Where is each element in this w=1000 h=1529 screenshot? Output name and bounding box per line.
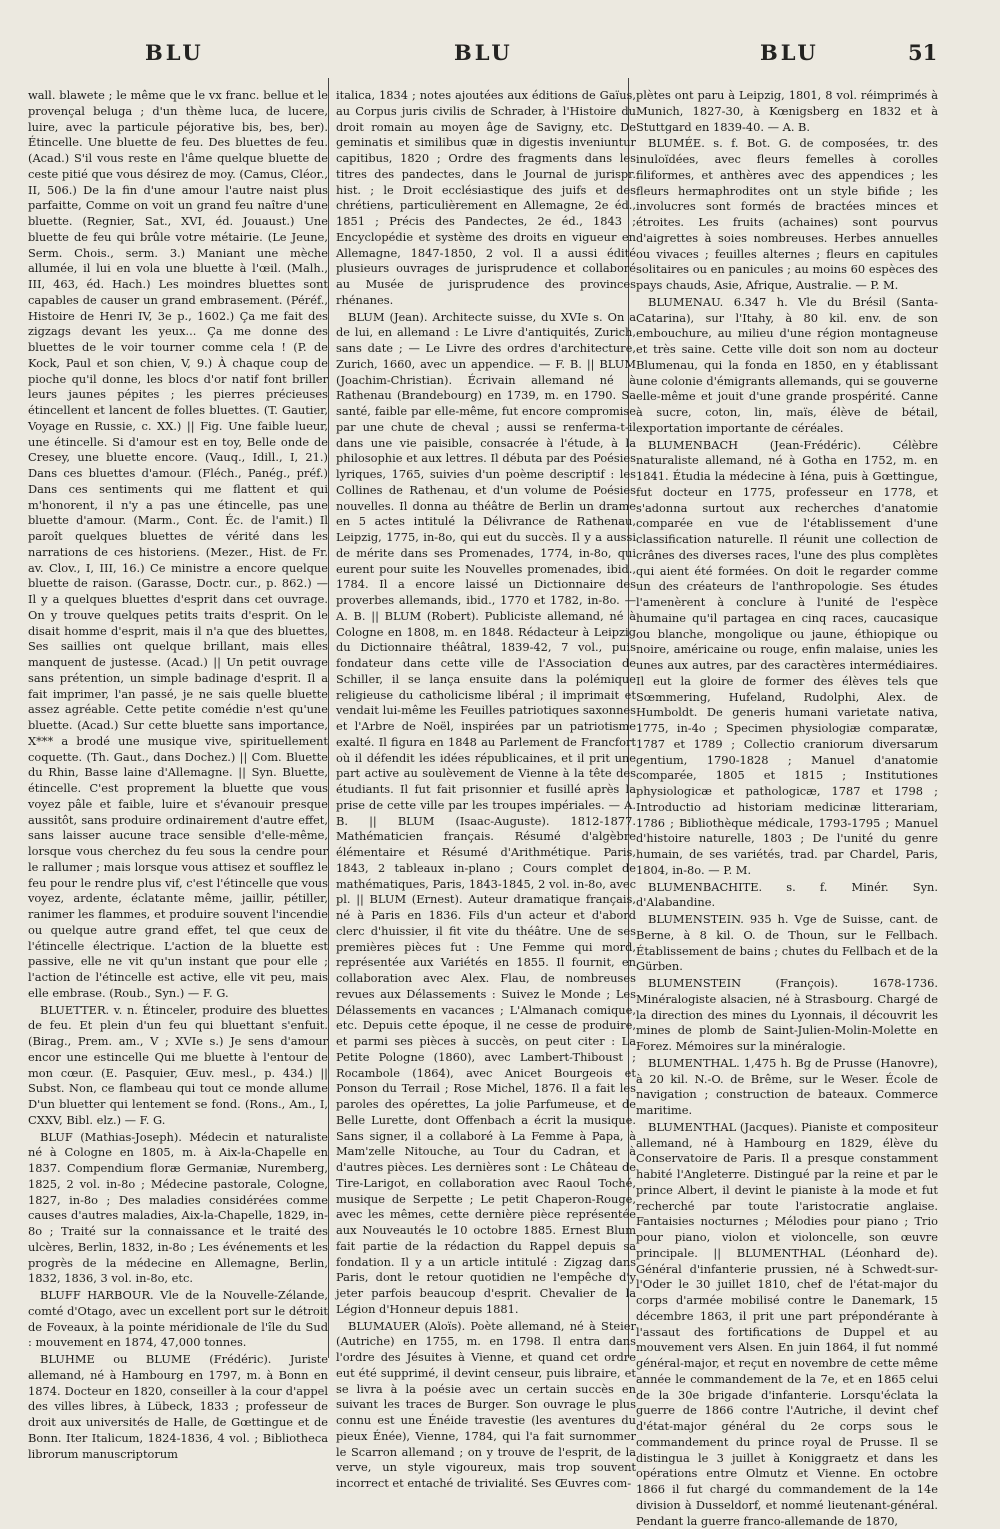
dictionary-entry: BLUMAUER (Aloïs). Poète allemand, né à Steier (Autriche) en 1755, m. en 1798. Il entra dans l'ordre des Jésuites à Vienne, et quand cet ordre eut été supprimé, il devint censeur, puis libraire, et se livra à la poésie avec un certain succès en suivant les traces de Burger. Son ouvrage le plus connu est une Énéide travestie (les aventures du pieux Énée), Vienne, 1784, qui l'a fait surnommer le Scarron allemand ; on y trouve de l'esprit, de la verve, un style vigoureux, mais trop souvent incorrect et entaché de trivialité. Ses Œuvres com- [336,1318,636,1490]
running-head-right: BLU [760,40,819,65]
running-head-left: BLU [145,40,204,65]
dictionary-entry: wall. blawete ; le même que le vx franc. bellue et le provençal beluga ; d'un thème luca, de lucere, luire, avec la particule péjorative bis, bes, ber). Étincelle. Une bluette de feu. Des bluettes de feu. (Acad.) S'il vous reste en l'âme quelque bluette de ceste pitié que vous désirez de moy. (Camus, Cléor., II, 506.) De la fin d'une amour l'autre naist plus parfaitte, Comme on voit un grand feu naître d'une bluette. (Regnier, Sat., XVI, éd. Jouaust.) Une bluette de feu qui brûle votre métairie. (Le Jeune, Serm. Chois., serm. 3.) Maniant une mèche allumée, il lui en vola une bluette à l'œil. (Malh., III, 463, éd. Hach.) Les moindres bluettes sont capables de causer un grand embrasement. (Péréf., Histoire de Henri IV, 3e p., 1602.) Ça me fait des zigzags devant les yeux... Ça me donne des bluettes de le voir tourner comme cela ! (P. de Kock, Paul et son chien, V, 9.) À chaque coup de pioche qu'il donne, les blocs d'or natif font briller leurs jaunes pépites ; les pierres précieuses étincellent et lancent de folles bluettes. (T. Gautier, Voyage en Russie, c. XX.) || Fig. Une faible lueur, une étincelle. Si d'amour est en toy, Belle onde de Cresey, une bluette encore. (Vauq., Idill., I, 21.) Dans ces bluettes d'amour. (Fléch., Panég., préf.) Dans ces sentiments qui me flattent et qui m'honorent, il n'y a pas une étincelle, pas une bluette d'amour. (Marm., Cont. Éc. de l'amit.) Il paroît quelques bluettes de vérité dans les narrations de ces historiens. (Mezer., Hist. de Fr. av. Clov., I, III, 16.) Ce ministre a encore quelque bluette de raison. (Garasse, Doctr. cur., p. 862.) — Il y a quelques bluettes d'esprit dans cet ouvrage. On y trouve quelques petits traits d'esprit. On le disait homme d'esprit, mais il n'a que des bluettes, Ses saillies ont quelque brillant, mais elles manquent de justesse. (Acad.) || Un petit ouvrage sans prétention, un simple badinage d'esprit. Il a fait imprimer, l'an passé, je ne sais quelle bluette assez agréable. Cette petite comédie n'est qu'une bluette. (Acad.) Sur cette bluette sans importance, X*** a brodé une musique vive, spirituellement coquette. (Th. Gaut., dans Dochez.) || Com. Bluette du Rhin, Basse laine d'Allemagne. || Syn. Bluette, étincelle. C'est proprement la bluette que vous voyez pâle et faible, luire et s'évanouir presque aussitôt, sans produire ordinairement d'autre effet, sans laisser aucune trace sensible d'elle-même, lorsque vous cherchez du feu sous la cendre pour le rallumer ; mais lorsque vous attisez et soufflez le feu pour le rendre plus vif, c'est l'étincelle que vous voyez, ardente, éclatante même, jaillir, pétiller, ranimer les flammes, et produire souvent l'incendie ou quelque autre grand effet, tel que ceux de l'étincelle électrique. L'action de la bluette est passive, elle ne vit qu'un instant que pour elle ; l'action de l'étincelle est active, elle vit peu, mais elle embrase. (Roub., Syn.) — F. G. [28,88,328,1000]
dictionary-entry: BLUMENTHAL. 1,475 h. Bg de Prusse (Hanovre), à 20 kil. N.-O. de Brême, sur le Weser. École de navigation ; construction de bateaux. Commerce maritime. [636,1055,938,1117]
text-column-left [28,88,328,1461]
column-divider [328,78,329,1358]
dictionary-entry: BLUMENSTEIN (François). 1678-1736. Minéralogiste alsacien, né à Strasbourg. Chargé de la direction des mines du Lyonnais, il découvrit les mines de plomb de Saint-Julien-Molin-Molette en Forez. Mémoires sur la minéralogie. [636,976,938,1053]
text-column-right [636,88,938,1528]
dictionary-entry: BLUMENBACHITE. s. f. Minér. Syn. d'Alabandine. [636,879,938,910]
page-number: 51 [908,40,938,65]
dictionary-entry: BLUMENAU. 6.347 h. Vle du Brésil (Santa-Catarina), sur l'Itahy, à 80 kil. env. de son embouchure, au milieu d'une région montagneuse et très saine. Cette ville doit son nom au docteur Blumenau, qui la fonda en 1850, en y établissant une colonie d'émigrants allemands, qui se gouverne elle-même et jouit d'une grande prospérité. Canne à sucre, coton, lin, maïs, élève de bétail, exportation importante de céréales. [636,294,938,435]
dictionary-entry: BLUHME ou BLUME (Frédéric). Juriste allemand, né à Hambourg en 1797, m. à Bonn en 1874. Docteur en 1820, conseiller à la cour d'appel des villes libres, à Lübeck, 1833 ; professeur de droit aux universités de Halle, de Gœttingue et de Bonn. Iter Italicum, 1824-1836, 4 vol. ; Bibliotheca librorum manuscriptorum [28,1352,328,1461]
dictionary-entry: italica, 1834 ; notes ajoutées aux éditions de Gaïus, au Corpus juris civilis de Schrader, à l'Histoire du droit romain au moyen âge de Savigny, etc. De geminatis et similibus quæ in digestis inveniuntur capitibus, 1820 ; Ordre des fragments dans les titres des pandectes, dans le Journal de jurispr. hist. ; le Droit ecclésiastique des juifs et des chrétiens, particulièrement en Allemagne, 2e éd., 1851 ; Précis des Pandectes, 2e éd., 1843 ; Encyclopédie et système des droits en vigueur en Allemagne, 1847-1850, 2 vol. Il a aussi édité plusieurs ouvrages de jurisprudence et collaboré au Musée de jurisprudence des provinces rhénanes. [336,88,636,307]
text-column-middle [336,88,636,1490]
dictionary-entry: BLUETTER. v. n. Étinceler, produire des bluettes de feu. Et plein d'un feu qui bluettant s'enfuit. (Birag., Prem. am., V ; XVIe s.) Je sens d'amour encor une estincelle Qui me bluette à l'entour de mon cœur. (E. Pasquier, Œuv. mesl., p. 434.) || Subst. Non, ce flambeau qui tout ce monde allume D'un bluetter qui lentement se fond. (Rons., Am., I, CXXV, Bibl. elz.) — F. G. [28,1002,328,1127]
dictionary-entry: BLUM (Jean). Architecte suisse, du XVIe s. On a de lui, en allemand : Le Livre d'antiquités, Zurich, sans date ; — Le Livre des ordres d'architecture, Zurich, 1660, avec un appendice. — F. B. || BLUM (Joachim-Christian). Écrivain allemand né à Rathenau (Brandebourg) en 1739, m. en 1790. Sa santé, faible par elle-même, fut encore compromise par une chute de cheval ; aussi se renferma-t-il dans une vie paisible, consacrée à l'étude, à la philosophie et aux lettres. Il débuta par des Poésies lyriques, 1765, suivies d'un poème descriptif : les Collines de Rathenau, et d'un volume de Poésies nouvelles. Il donna au théâtre de Berlin un drame en 5 actes intitulé la Délivrance de Rathenau, Leipzig, 1775, in-8o, qui eut du succès. Il y a aussi de mérite dans ses Promenades, 1774, in-8o, qui eurent pour suite les Nouvelles promenades, ibid., 1784. Il a encore laissé un Dictionnaire des proverbes allemands, ibid., 1770 et 1782, in-8o. — A. B. || BLUM (Robert). Publiciste allemand, né à Cologne en 1808, m. en 1848. Rédacteur à Leipzig du Dictionnaire théâtral, 1839-42, 7 vol., puis fondateur dans cette ville de l'Association de Schiller, il se lança ensuite dans la polémique religieuse du catholicisme libéral ; il imprimait et vendait lui-même les Feuilles patriotiques saxonnes et l'Arbre de Noël, inspirées par un patriotisme exalté. Il figura en 1848 au Parlement de Francfort où il défendit les idées républicaines, et il prit une part active au soulèvement de Vienne à la tête des étudiants. Il fut fait prisonnier et fusillé après la prise de cette ville par les troupes impériales. — A. B. || BLUM (Isaac-Auguste). 1812-1877. Mathématicien français. Résumé d'algèbre élémentaire et Résumé d'Arithmétique. Paris, 1843, 2 tableaux in-plano ; Cours complet de mathématiques, Paris, 1843-1845, 2 vol. in-8o, avec pl. || BLUM (Ernest). Auteur dramatique français, né à Paris en 1836. Fils d'un acteur et d'abord clerc d'huissier, il fit vite du théâtre. Une de ses premières pièces fut : Une Femme qui mord, représentée aux Variétés en 1855. Il fournit, en collaboration avec Alex. Flau, de nombreuses revues aux Délassements : Suivez le Monde ; Les Délassements en vacances ; L'Almanach comique, etc. Depuis cette époque, il ne cesse de produire, et parmi ses pièces à succès, on peut citer : La Petite Pologne (1860), avec Lambert-Thiboust ; Rocambole (1864), avec Anicet Bourgeois et Ponson du Terrail ; Rose Michel, 1876. Il a fait les paroles des opérettes, La jolie Parfumeuse, et de Belle Lurette, dont Offenbach a écrit la musique. Sans signer, il a collaboré à La Femme à Papa, à Mam'zelle Nitouche, au Tour du Cadran, et à d'autres pièces. Les dernières sont : Le Château de Tire-Larigot, en collaboration avec Raoul Toché, musique de Serpette ; Le petit Chaperon-Rouge, avec les mêmes, cette dernière pièce représentée aux Nouveautés le 10 octobre 1885. Ernest Blum fait partie de la rédaction du Rappel depuis sa fondation. Il y a un article intitulé : Zigzag dans Paris, dont le retour quotidien ne l'empêche d'y jeter parfois beaucoup d'esprit. Chevalier de la Légion d'Honneur depuis 1881. [336,309,636,1316]
dictionary-entry: BLUMENBACH (Jean-Frédéric). Célèbre naturaliste allemand, né à Gotha en 1752, m. en 1841. Étudia la médecine à Iéna, puis à Gœttingue, fut docteur en 1775, professeur en 1778, et s'adonna surtout aux recherches d'anatomie comparée en vue de l'établissement d'une classification naturelle. Il réunit une collection de crânes des diverses races, l'une des plus complètes qui aient été formées. On doit le regarder comme un des créateurs de l'anthropologie. Ses études l'amenèrent à conclure à l'unité de l'espèce humaine qu'il partagea en cinq races, caucasique ou blanche, mongolique ou jaune, éthiopique ou noire, américaine ou rouge, enfin malaise, unies les unes aux autres, par des caractères intermédiaires. Il eut la gloire de former des élèves tels que Sœmmering, Hufeland, Rudolphi, Alex. de Humboldt. De generis humani varietate nativa, 1775, in-4o ; Specimen physiologiæ comparatæ, 1787 et 1789 ; Collectio craniorum diversarum gentium, 1790-1828 ; Manuel d'anatomie comparée, 1805 et 1815 ; Institutiones physiologicæ et pathologicæ, 1787 et 1798 ; Introductio ad historiam medicinæ litterariam, 1786 ; Bibliothèque médicale, 1793-1795 ; Manuel d'histoire naturelle, 1803 ; De l'unité du genre humain, de ses variétés, trad. par Chardel, Paris, 1804, in-8o. — P. M. [636,437,938,877]
dictionary-entry: BLUFF HARBOUR. Vle de la Nouvelle-Zélande, comté d'Otago, avec un excellent port sur le détroit de Foveaux, à la pointe méridionale de l'île du Sud : mouvement en 1874, 47,000 tonnes. [28,1288,328,1350]
dictionary-entry: plètes ont paru à Leipzig, 1801, 8 vol. réimprimés à Munich, 1827-30, à Kœnigsberg en 1832 et à Stuttgard en 1839-40. — A. B. [636,88,938,134]
dictionary-entry: BLUMENSTEIN. 935 h. Vge de Suisse, cant. de Berne, à 8 kil. O. de Thoun, sur le Fellbach. Établissement de bains ; chutes du Fellbach et de la Gürben. [636,912,938,974]
dictionary-entry: BLUF (Mathias-Joseph). Médecin et naturaliste né à Cologne en 1805, m. à Aix-la-Chapelle en 1837. Compendium floræ Germaniæ, Nuremberg, 1825, 2 vol. in-8o ; Médecine pastorale, Cologne, 1827, in-8o ; Des maladies considérées comme causes d'autres maladies, Aix-la-Chapelle, 1829, in-8o ; Traité sur la connaissance et le traité des ulcères, Berlin, 1832, in-8o ; Les événements et les progrès de la médecine en Allemagne, Berlin, 1832, 1836, 3 vol. in-8o, etc. [28,1129,328,1286]
dictionary-entry: BLUMENTHAL (Jacques). Pianiste et compositeur allemand, né à Hambourg en 1829, élève du Conservatoire de Paris. Il a presque constamment habité l'Angleterre. Distingué par la reine et par le prince Albert, il devint le pianiste à la mode et fut recherché par toute l'aristocratie anglaise. Fantaisies nocturnes ; Mélodies pour piano ; Trio pour piano, violon et violoncelle, son œuvre principale. || BLUMENTHAL (Léonhard de). Général d'infanterie prussien, né à Schwedt-sur-l'Oder le 30 juillet 1810, chef de l'état-major du corps d'armée mobilisé contre le Danemark, 15 décembre 1863, il prit une part prépondérante à l'assaut des fortifications de Duppel et au mouvement vers Alsen. En juin 1864, il fut nommé général-major, et reçut en novembre de cette même année le commandement de la 7e, et en 1865 celui de la 30e brigade d'infanterie. Lorsqu'éclata la guerre de 1866 contre l'Autriche, il devint chef d'état-major général du 2e corps sous le commandement du prince royal de Prusse. Il se distingua le 3 juillet à Koniggraetz et dans les opérations entre Olmutz et Vienne. En octobre 1866 il fut chargé du commandement de la 14e division à Dusseldorf, et nommé lieutenant-général. Pendant la guerre franco-allemande de 1870, [636,1119,938,1528]
running-head-center: BLU [454,40,513,65]
dictionary-entry: BLUMÉE. s. f. Bot. G. de composées, tr. des inuloïdées, avec fleurs femelles à corolles filiformes, et anthères avec des appendices ; les fleurs hermaphrodites ont un style bifide ; les involucres sont formés de bractées minces et étroites. Les fruits (achaines) sont pourvus d'aigrettes à soies nombreuses. Herbes annuelles ou vivaces ; feuilles alternes ; fleurs en capitules solitaires ou en panicules ; au moins 60 espèces des pays chauds, Asie, Afrique, Australie. — P. M. [636,136,938,292]
